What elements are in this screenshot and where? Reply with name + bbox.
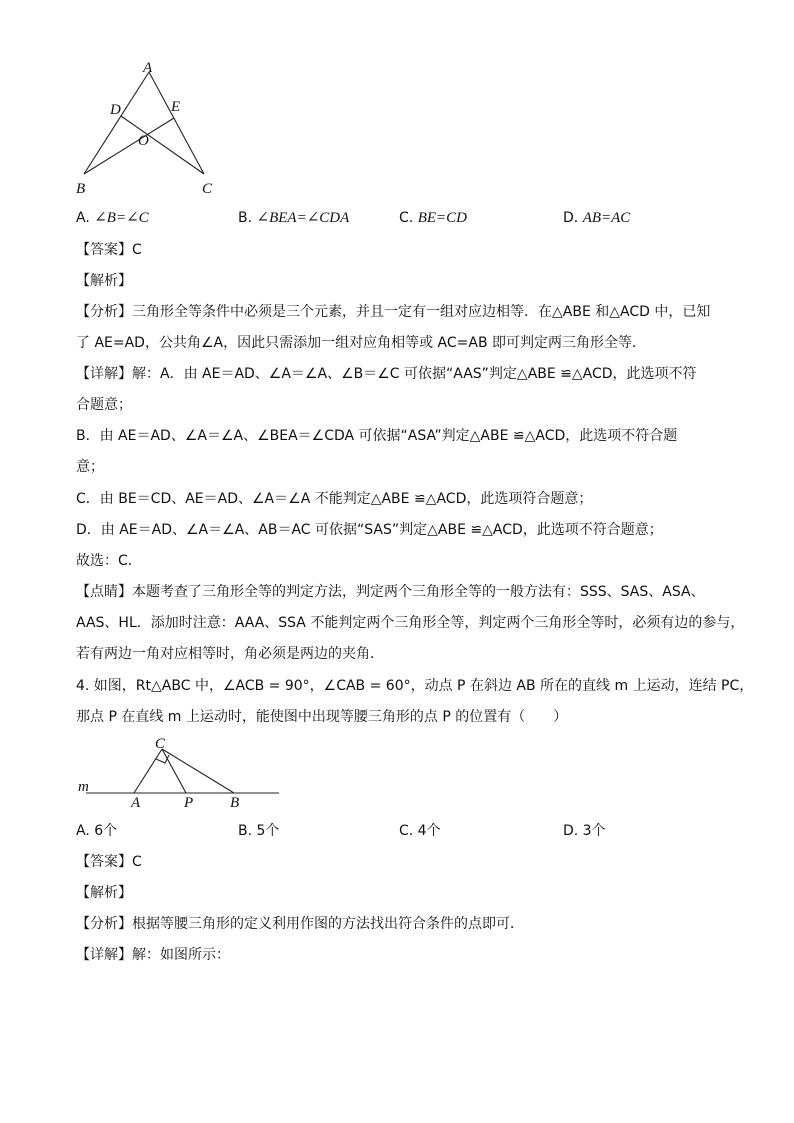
- label-E: E: [171, 99, 181, 115]
- label-B2: B: [230, 795, 240, 811]
- q4-answer: 【答案】C: [76, 854, 142, 870]
- option-c: C. BE=CD: [399, 210, 467, 226]
- q4-jiexi: 【解析】: [76, 885, 132, 901]
- q4-xiangjie: 【详解】解：如图所示：: [76, 947, 230, 963]
- option-a: A. ∠B=∠C: [76, 210, 149, 226]
- q3-fenxi-2: 了 AE=AD，公共角∠A，因此只需添加一组对应角相等或 AC=AB 即可判定两三角形全等．: [76, 335, 647, 351]
- q3-xiangjie-2: 合题意；: [76, 397, 132, 413]
- q3-b-1: B．由 AE＝AD、∠A＝∠A、∠BEA＝∠CDA 可依据“ASA”判定△ABE ≌△ACD，此选项不符合题: [76, 428, 678, 444]
- label-P: P: [184, 795, 194, 811]
- q3-jiexi: 【解析】: [76, 273, 132, 289]
- label-O: O: [138, 133, 149, 149]
- triangle-figure-1: [70, 58, 220, 198]
- q3-fenxi-1: 【分析】三角形全等条件中必须是三个元素，并且一定有一组对应边相等．在△ABE 和△ACD 中，已知: [76, 304, 711, 320]
- label-D: D: [110, 102, 121, 118]
- q3-b-2: 意；: [76, 459, 104, 475]
- q3-answer: 【答案】C: [76, 242, 142, 258]
- q3-xiangjie-1: 【详解】解：A．由 AE＝AD、∠A＝∠A、∠B＝∠C 可依据“AAS”判定△ABE ≌△ACD，此选项不符: [76, 366, 697, 382]
- label-C: C: [202, 181, 213, 197]
- q3-c-1: C．由 BE＝CD、AE＝AD、∠A＝∠A 不能判定△ABE ≌△ACD，此选项符合题意；: [76, 491, 593, 507]
- q3-dianjing-2: AAS、HL．添加时注意：AAA、SSA 不能判定两个三角形全等，判定两个三角形全等时，必须有边的参与，: [76, 615, 745, 631]
- q4-option-c: C. 4个: [399, 823, 441, 839]
- q4-option-a: A. 6个: [76, 823, 118, 839]
- label-B: B: [76, 181, 86, 197]
- q3-d-1: D．由 AE＝AD、∠A＝∠A、AB＝AC 可依据“SAS”判定△ABE ≌△ACD，此选项不符合题意；: [76, 522, 663, 538]
- label-A: A: [143, 60, 153, 76]
- q4-stem-2: 那点 P 在直线 m 上运动时，能使图中出现等腰三角形的点 P 的位置有（ ）: [76, 709, 568, 725]
- q3-dianjing-3: 若有两边一角对应相等时，角必须是两边的夹角．: [76, 646, 384, 662]
- q4-fenxi: 【分析】根据等腰三角形的定义利用作图的方法找出符合条件的点即可．: [76, 916, 524, 932]
- option-b: B. ∠BEA=∠CDA: [238, 210, 350, 226]
- option-d: D. AB=AC: [563, 210, 631, 226]
- triangle-figure-2: [72, 735, 287, 835]
- q4-option-d: D. 3个: [563, 823, 606, 839]
- q4-option-b: B. 5个: [238, 823, 280, 839]
- label-C2: C: [155, 736, 166, 752]
- label-m: m: [78, 779, 89, 795]
- q3-choose: 故选：C．: [76, 553, 142, 569]
- q4-stem-1: 4. 如图，Rt△ABC 中，∠ACB = 90°，∠CAB = 60°，动点 P 在斜边 AB 所在的直线 m 上运动，连结 PC，: [76, 678, 754, 694]
- label-A2: A: [131, 795, 141, 811]
- q3-dianjing-1: 【点睛】本题考查了三角形全等的判定方法，判定两个三角形全等的一般方法有：SSS、SAS、ASA、: [76, 584, 705, 600]
